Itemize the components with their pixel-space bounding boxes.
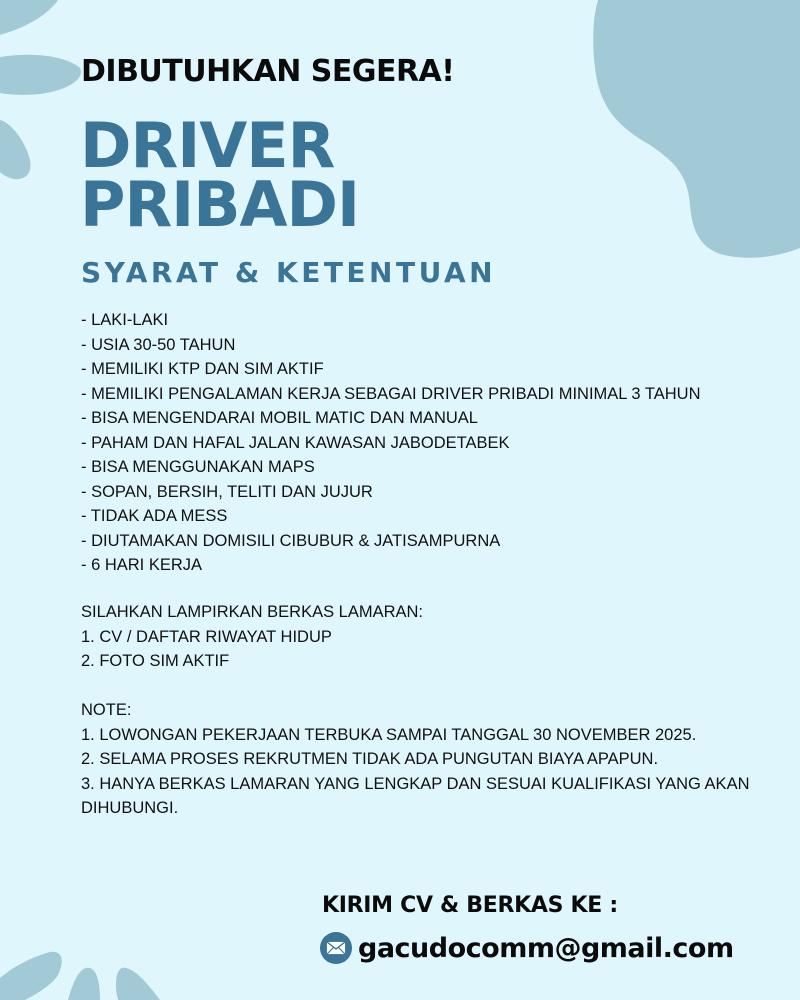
job-title xyxy=(80,109,360,241)
decorative-blob-bottom-left xyxy=(0,950,180,1000)
envelope-icon xyxy=(320,932,352,964)
contact-email-row xyxy=(320,932,734,964)
requirement-item: - TIDAK ADA MESS xyxy=(81,507,228,525)
requirement-item: - LAKI-LAKI xyxy=(81,311,169,329)
note-item: 1. LOWONGAN PEKERJAAN TERBUKA SAMPAI TANGGAL 30 NOVEMBER 2025. xyxy=(81,725,697,744)
requirement-item: - USIA 30-50 TAHUN xyxy=(81,335,236,354)
requirement-item: - SOPAN, BERSIH, TELITI DAN JUJUR xyxy=(81,482,373,501)
notes-heading: NOTE: xyxy=(81,701,132,719)
headline: DIBUTUHKAN SEGERA! xyxy=(81,54,455,89)
requirement-item: - DIUTAMAKAN DOMISILI CIBUBUR & JATISAMPURNA xyxy=(81,531,501,550)
job-title-line2: PRIBADI xyxy=(80,168,360,241)
contact-label: KIRIM CV & BERKAS KE : xyxy=(322,893,618,918)
attachment-item: 2. FOTO SIM AKTIF xyxy=(81,652,230,670)
attachments-heading: SILAHKAN LAMPIRKAN BERKAS LAMARAN: xyxy=(81,603,424,621)
contact-email[interactable]: gacudocomm@gmail.com xyxy=(358,932,734,964)
note-item: 3. HANYA BERKAS LAMARAN YANG LENGKAP DAN SESUAI KUALIFIKASI YANG AKAN xyxy=(81,774,750,793)
notes-section xyxy=(81,698,749,821)
attachments-section xyxy=(81,600,423,674)
note-item: DIHUBUNGI. xyxy=(81,799,179,817)
requirement-item: - BISA MENGENDARAI MOBIL MATIC DAN MANUAL xyxy=(81,409,478,427)
requirement-item: - PAHAM DAN HAFAL JALAN KAWASAN JABODETABEK xyxy=(81,433,510,452)
requirement-item: - MEMILIKI KTP DAN SIM AKTIF xyxy=(81,360,324,378)
attachment-item: 1. CV / DAFTAR RIWAYAT HIDUP xyxy=(81,627,332,646)
note-item: 2. SELAMA PROSES REKRUTMEN TIDAK ADA PUNGUTAN BIAYA APAPUN. xyxy=(81,750,659,768)
job-title-line1: DRIVER xyxy=(80,109,335,182)
requirements-list xyxy=(81,308,701,578)
requirement-item: - BISA MENGGUNAKAN MAPS xyxy=(81,458,315,476)
section-heading-requirements: SYARAT & KETENTUAN xyxy=(81,256,497,289)
requirement-item: - 6 HARI KERJA xyxy=(81,556,203,574)
decorative-blob-top-right xyxy=(590,0,800,260)
requirement-item: - MEMILIKI PENGALAMAN KERJA SEBAGAI DRIVER PRIBADI MINIMAL 3 TAHUN xyxy=(81,384,701,403)
